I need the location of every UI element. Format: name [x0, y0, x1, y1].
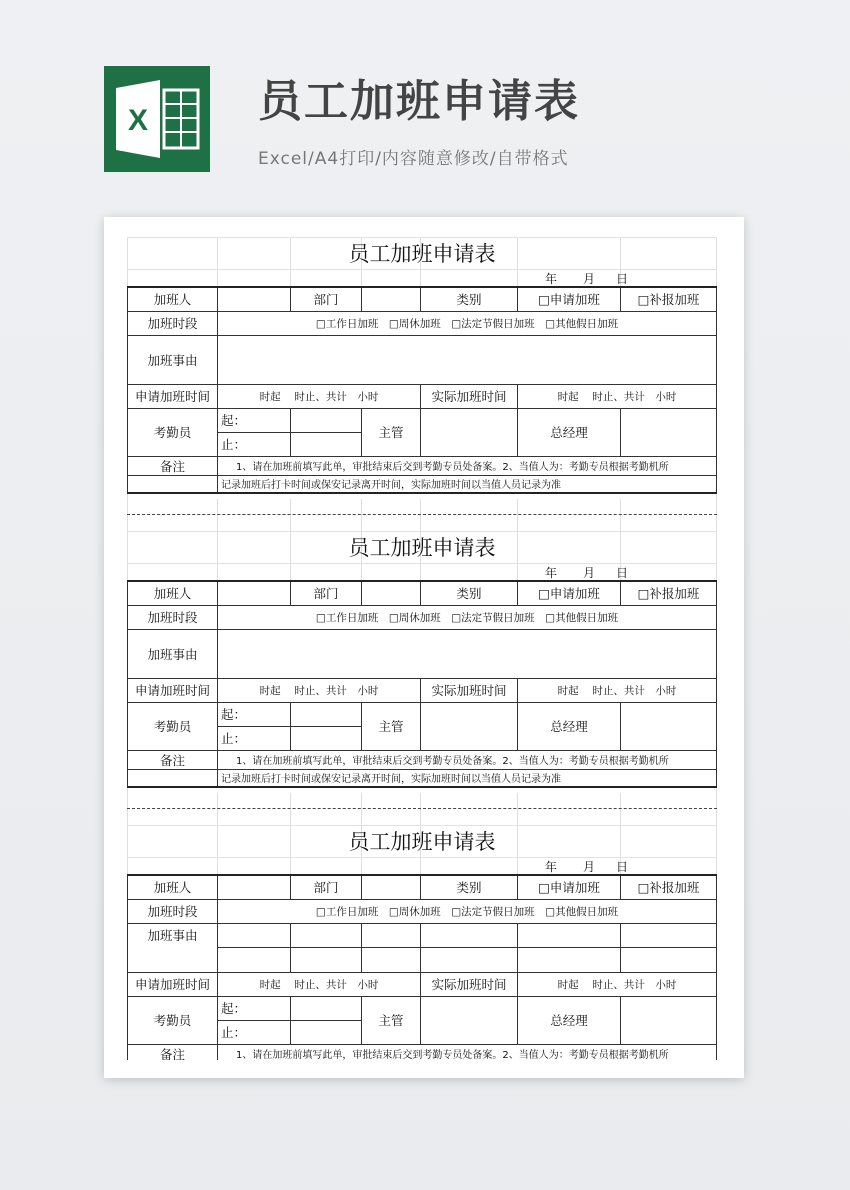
input-supervisor[interactable] [421, 702, 518, 750]
excel-logo-icon [104, 66, 210, 172]
label-dept: 部门 [291, 875, 362, 899]
reason-cell[interactable] [421, 947, 518, 972]
form-title: 员工加班申请表 [348, 830, 496, 854]
label-actual-time: 实际加班时间 [421, 384, 518, 408]
remark-line-1: 1、请在加班前填写此单，审批结束后交到考勤专员处备案。2、当值人为：考勤专员根据考勤机所 [218, 1044, 717, 1060]
input-applicant[interactable] [218, 581, 291, 605]
label-end: 止： [218, 1020, 291, 1044]
page-subtitle: Excel/A4打印/内容随意修改/自带格式 [258, 149, 569, 169]
date-year: 年 [545, 860, 558, 874]
form-title: 员工加班申请表 [348, 536, 496, 560]
remark-line-1: 1、请在加班前填写此单，审批结束后交到考勤专员处备案。2、当值人为：考勤专员根据考勤机所 [218, 456, 717, 475]
input-start[interactable] [291, 702, 362, 726]
input-dept[interactable] [362, 287, 421, 311]
date-year: 年 [545, 272, 558, 286]
input-applied-time[interactable]: 时起 时止、共计 小时 [218, 384, 421, 408]
label-period: 加班时段 [128, 605, 218, 629]
input-gm[interactable] [621, 702, 717, 750]
label-actual-time: 实际加班时间 [421, 678, 518, 702]
label-actual-time: 实际加班时间 [421, 972, 518, 996]
label-period: 加班时段 [128, 899, 218, 923]
input-supervisor[interactable] [421, 408, 518, 456]
label-start: 起： [218, 408, 291, 432]
reason-cell[interactable] [362, 947, 421, 972]
checkbox-other[interactable]: □其他假日加班 [545, 905, 619, 918]
checkbox-holiday[interactable]: □法定节假日加班 [451, 611, 535, 624]
checkbox-holiday[interactable]: □法定节假日加班 [451, 905, 535, 918]
label-end: 止： [218, 726, 291, 750]
form-block [127, 825, 717, 1060]
input-actual-time[interactable]: 时起 时止、共计 小时 [518, 678, 717, 702]
label-start: 起： [218, 996, 291, 1020]
input-end[interactable] [291, 432, 362, 456]
reason-cell[interactable] [518, 923, 621, 947]
checkbox-weekend[interactable]: □周休加班 [388, 317, 441, 330]
checkbox-apply[interactable]: □申请加班 [518, 287, 621, 311]
period-options[interactable] [218, 605, 717, 629]
reason-cell[interactable] [291, 923, 362, 947]
input-start[interactable] [291, 996, 362, 1020]
label-applied-time: 申请加班时间 [128, 384, 218, 408]
date-day: 日 [616, 860, 629, 874]
form-block [127, 237, 717, 531]
period-options[interactable] [218, 311, 717, 335]
label-gm: 总经理 [518, 702, 621, 750]
overtime-form-table [127, 286, 717, 494]
label-gm: 总经理 [518, 996, 621, 1044]
checkbox-workday[interactable]: □工作日加班 [315, 317, 379, 330]
reason-cell[interactable] [518, 947, 621, 972]
label-attendance: 考勤员 [128, 996, 218, 1044]
label-supervisor: 主管 [362, 996, 421, 1044]
input-applied-time[interactable]: 时起 时止、共计 小时 [218, 972, 421, 996]
label-remark: 备注 [128, 456, 218, 475]
date-month: 月 [583, 272, 596, 286]
reason-cell[interactable] [218, 947, 291, 972]
input-end[interactable] [291, 726, 362, 750]
label-applicant: 加班人 [128, 287, 218, 311]
checkbox-apply[interactable]: □申请加班 [518, 875, 621, 899]
checkbox-workday[interactable]: □工作日加班 [315, 611, 379, 624]
document-preview [104, 217, 744, 1078]
reason-cell[interactable] [218, 923, 291, 947]
input-applicant[interactable] [218, 287, 291, 311]
input-supervisor[interactable] [421, 996, 518, 1044]
overtime-form-table [127, 580, 717, 788]
date-month: 月 [583, 566, 596, 580]
checkbox-supplement[interactable]: □补报加班 [621, 287, 717, 311]
label-dept: 部门 [291, 581, 362, 605]
remark-line-1: 1、请在加班前填写此单，审批结束后交到考勤专员处备案。2、当值人为：考勤专员根据考勤机所 [218, 750, 717, 769]
label-applied-time: 申请加班时间 [128, 972, 218, 996]
label-applicant: 加班人 [128, 581, 218, 605]
input-actual-time[interactable]: 时起 时止、共计 小时 [518, 384, 717, 408]
label-supervisor: 主管 [362, 702, 421, 750]
input-applied-time[interactable]: 时起 时止、共计 小时 [218, 678, 421, 702]
date-day: 日 [616, 272, 629, 286]
checkbox-other[interactable]: □其他假日加班 [545, 317, 619, 330]
overtime-form-table [127, 874, 717, 1060]
label-end: 止： [218, 432, 291, 456]
reason-cell[interactable] [421, 923, 518, 947]
label-applied-time: 申请加班时间 [128, 678, 218, 702]
input-reason[interactable] [218, 629, 717, 678]
checkbox-supplement[interactable]: □补报加班 [621, 581, 717, 605]
input-dept[interactable] [362, 581, 421, 605]
label-remark: 备注 [128, 750, 218, 769]
reason-cell[interactable] [362, 923, 421, 947]
remark-line-2: 记录加班后打卡时间或保安记录离开时间，实际加班时间以当值人员记录为准 [218, 769, 717, 787]
input-reason[interactable] [218, 335, 717, 384]
form-block [127, 531, 717, 825]
form-title: 员工加班申请表 [348, 242, 496, 266]
label-attendance: 考勤员 [128, 408, 218, 456]
checkbox-weekend[interactable]: □周休加班 [388, 611, 441, 624]
label-applicant: 加班人 [128, 875, 218, 899]
page-title: 员工加班申请表 [258, 76, 580, 127]
label-reason: 加班事由 [128, 923, 218, 947]
label-category: 类别 [421, 875, 518, 899]
cut-line [127, 514, 717, 515]
date-year: 年 [545, 566, 558, 580]
date-day: 日 [616, 566, 629, 580]
remark-blank [128, 475, 218, 493]
input-applicant[interactable] [218, 875, 291, 899]
remark-line-2: 记录加班后打卡时间或保安记录离开时间，实际加班时间以当值人员记录为准 [218, 475, 717, 493]
input-actual-time[interactable]: 时起 时止、共计 小时 [518, 972, 717, 996]
label-reason: 加班事由 [128, 335, 218, 384]
svg-text:X: X [127, 104, 149, 137]
label-start: 起： [218, 702, 291, 726]
reason-cell[interactable] [291, 947, 362, 972]
input-start[interactable] [291, 408, 362, 432]
spreadsheet [127, 237, 717, 1060]
cut-line [127, 808, 717, 809]
input-dept[interactable] [362, 875, 421, 899]
label-reason-blank [128, 947, 218, 972]
label-supervisor: 主管 [362, 408, 421, 456]
input-gm[interactable] [621, 996, 717, 1044]
label-remark: 备注 [128, 1044, 218, 1060]
checkbox-workday[interactable]: □工作日加班 [315, 905, 379, 918]
label-period: 加班时段 [128, 311, 218, 335]
reason-cell[interactable] [621, 947, 717, 972]
label-category: 类别 [421, 287, 518, 311]
checkbox-supplement[interactable]: □补报加班 [621, 875, 717, 899]
label-category: 类别 [421, 581, 518, 605]
label-reason: 加班事由 [128, 629, 218, 678]
date-month: 月 [583, 860, 596, 874]
label-attendance: 考勤员 [128, 702, 218, 750]
checkbox-apply[interactable]: □申请加班 [518, 581, 621, 605]
checkbox-weekend[interactable]: □周休加班 [388, 905, 441, 918]
label-gm: 总经理 [518, 408, 621, 456]
remark-blank [128, 769, 218, 787]
label-dept: 部门 [291, 287, 362, 311]
reason-cell[interactable] [621, 923, 717, 947]
checkbox-holiday[interactable]: □法定节假日加班 [451, 317, 535, 330]
period-options[interactable] [218, 899, 717, 923]
input-end[interactable] [291, 1020, 362, 1044]
checkbox-other[interactable]: □其他假日加班 [545, 611, 619, 624]
input-gm[interactable] [621, 408, 717, 456]
